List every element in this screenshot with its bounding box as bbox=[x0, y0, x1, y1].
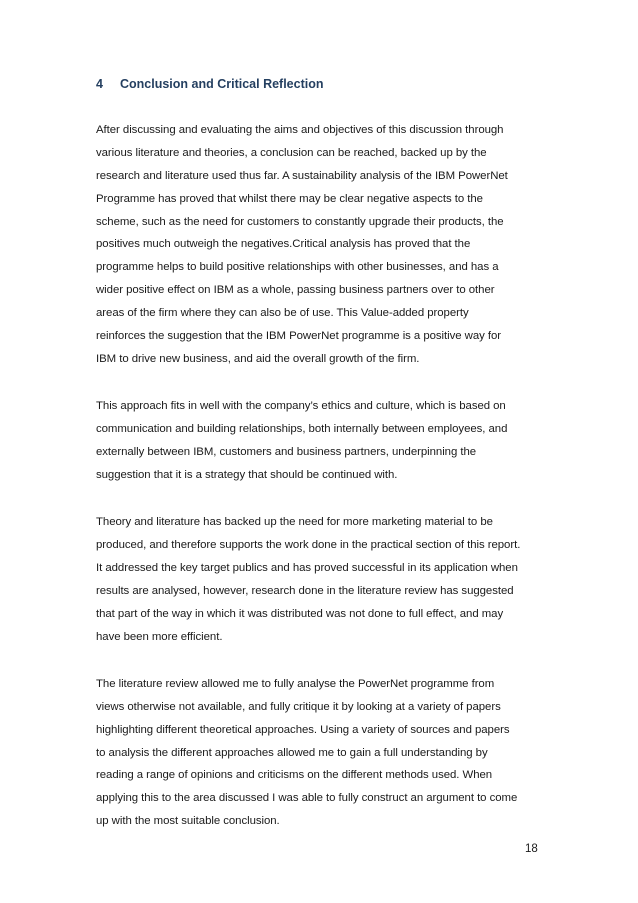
paragraph bbox=[96, 119, 556, 371]
text-line: This approach fits in well with the company’s ethics and culture, which is based on bbox=[96, 400, 506, 413]
text-line: research and literature used thus far. A sustainability analysis of the IBM PowerNet bbox=[96, 169, 508, 182]
text-line: areas of the firm where they can also be of use. This Value-added property bbox=[96, 307, 469, 320]
text-line: The literature review allowed me to fully analyse the PowerNet programme from bbox=[96, 677, 495, 690]
text-line: wider positive effect on IBM as a whole, passing business partners over to other bbox=[96, 284, 495, 297]
paragraph bbox=[96, 511, 556, 648]
text-line: communication and building relationships, both internally between employees, and bbox=[96, 423, 508, 436]
text-line: highlighting different theoretical approaches. Using a variety of sources and papers bbox=[96, 723, 510, 736]
section-title: Conclusion and Critical Reflection bbox=[120, 77, 324, 91]
text-line: that part of the way in which it was distributed was not done to full effect, and may bbox=[96, 607, 504, 620]
text-line: up with the most suitable conclusion. bbox=[96, 815, 280, 828]
text-line: IBM to drive new business, and aid the overall growth of the firm. bbox=[96, 352, 420, 365]
text-line: externally between IBM, customers and business partners, underpinning the bbox=[96, 445, 477, 458]
section-heading bbox=[96, 77, 324, 91]
text-line: It addressed the key target publics and has proved successful in its application when bbox=[96, 561, 518, 574]
text-line: scheme, such as the need for customers to constantly upgrade their products, the bbox=[96, 215, 504, 228]
section-number: 4 bbox=[96, 77, 103, 91]
text-line: reading a range of opinions and criticisms on the different methods used. When bbox=[96, 769, 493, 782]
text-line: various literature and theories, a conclusion can be reached, backed up by the bbox=[96, 146, 487, 159]
text-line: After discussing and evaluating the aims and objectives of this discussion through bbox=[96, 124, 504, 136]
text-line: to analysis the different approaches allowed me to gain a full understanding by bbox=[96, 746, 488, 759]
text-line: reinforces the suggestion that the IBM PowerNet programme is a positive way for bbox=[96, 330, 502, 343]
text-line: Programme has proved that whilst there may be clear negative aspects to the bbox=[96, 192, 483, 205]
text-line: have been more efficient. bbox=[96, 630, 223, 643]
text-line: programme helps to build positive relationships with other businesses, and has a bbox=[96, 261, 499, 274]
text-line: results are analysed, however, research done in the literature review has suggested bbox=[96, 584, 514, 597]
body-text bbox=[96, 119, 556, 858]
text-line: applying this to the area discussed I was able to fully construct an argument to come bbox=[96, 792, 518, 805]
paragraph bbox=[96, 673, 556, 833]
page-number: 18 bbox=[525, 843, 538, 855]
text-line: suggestion that it is a strategy that should be continued with. bbox=[96, 468, 398, 481]
text-line: Theory and literature has backed up the need for more marketing material to be bbox=[96, 516, 493, 529]
text-line: views otherwise not available, and fully critique it by looking at a variety of papers bbox=[96, 700, 501, 713]
text-line: produced, and therefore supports the work done in the practical section of this report. bbox=[96, 539, 521, 552]
text-line: positives much outweigh the negatives.Critical analysis has proved that the bbox=[96, 238, 471, 251]
paragraph bbox=[96, 395, 556, 487]
